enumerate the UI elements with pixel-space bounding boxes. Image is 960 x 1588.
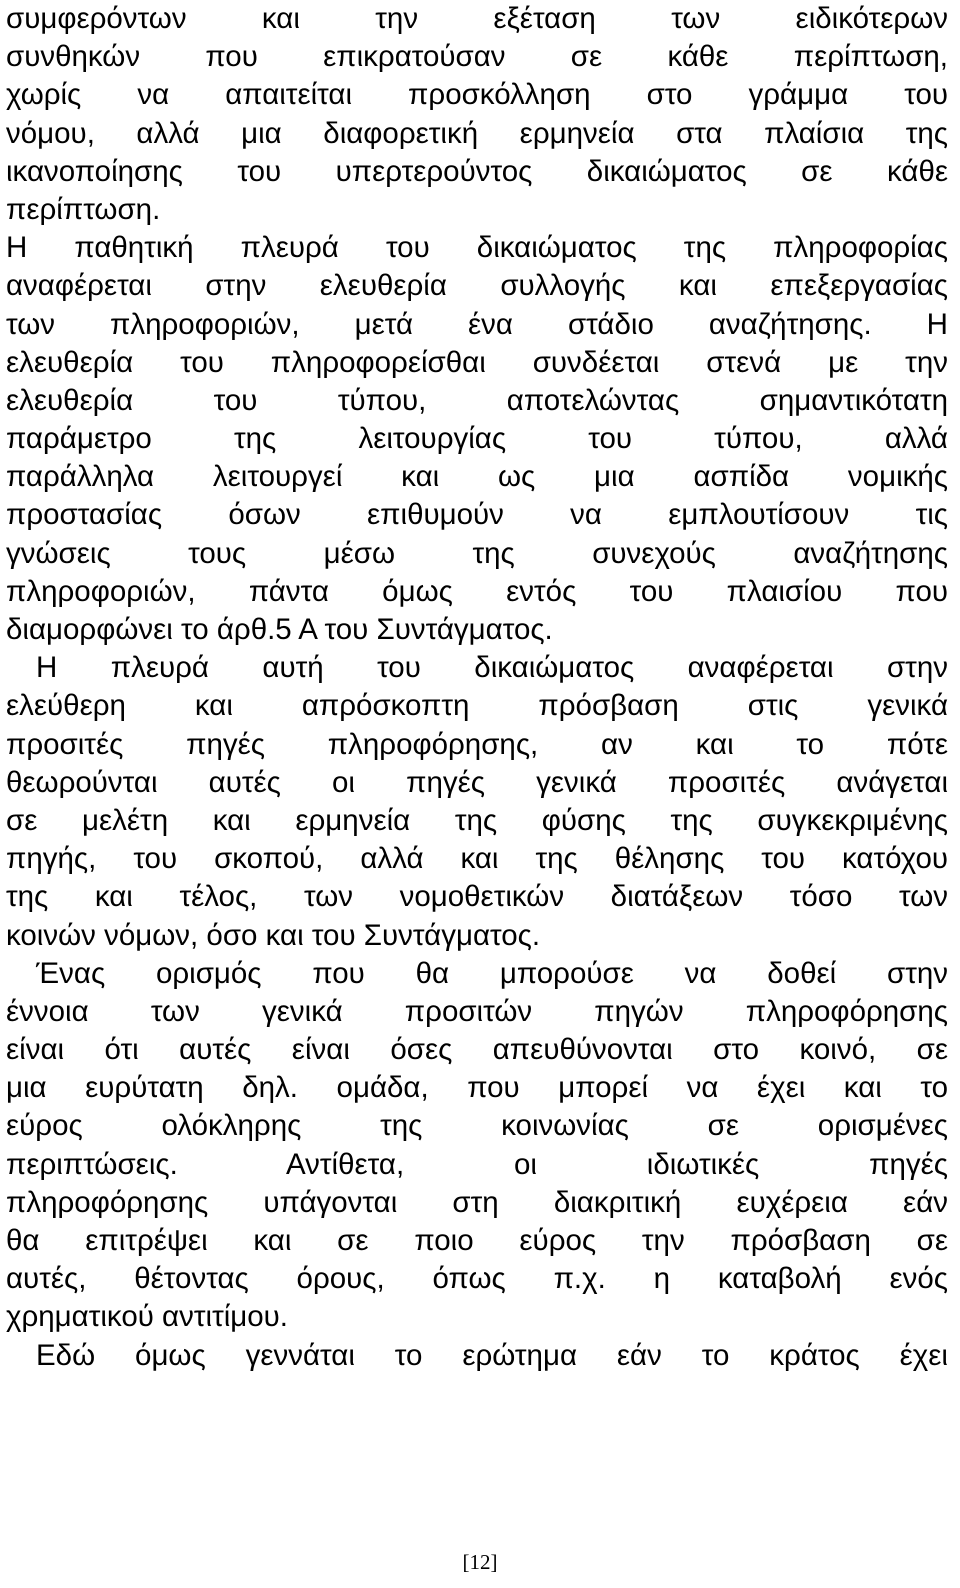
paragraph (6, 649, 948, 955)
text-line: των πληροφοριών, μετά ένα στάδιο αναζήτησης. Η (6, 307, 948, 341)
text-line: θα επιτρέψει και σε ποιο εύρος την πρόσβαση σε (6, 1224, 948, 1257)
paragraph (6, 229, 948, 649)
text-line: αναφέρεται στην ελευθερία συλλογής και επεξεργασίας (6, 269, 948, 303)
text-line: πηγής, του σκοπού, αλλά και της θέλησης του κατόχου (6, 842, 948, 876)
text-line: σε μελέτη και ερμηνεία της φύσης της συγκεκριμένης (6, 803, 948, 837)
text-line: αυτές, θέτοντας όρους, όπως π.χ. η καταβολή ενός (6, 1262, 948, 1296)
paragraph (6, 0, 948, 229)
text-line: συμφερόντων και την εξέταση των ειδικότερων (6, 2, 948, 35)
text-line: ικανοποίησης του υπερτερούντος δικαιώματος σε κάθε (6, 154, 948, 188)
text-line: Η πλευρά αυτή του δικαιώματος αναφέρεται στην (36, 651, 948, 685)
text-line: πληροφόρησης υπάγονται στη διακριτική ευχέρεια εάν (6, 1185, 948, 1219)
paragraph (6, 955, 948, 1337)
paragraph (6, 1337, 948, 1375)
text-line: ελευθερία του πληροφορείσθαι συνδέεται στενά με την (6, 345, 948, 379)
text-line: παράμετρο της λειτουργίας του τύπου, αλλά (6, 422, 948, 456)
text-line: κοινών νόμων, όσο και του Συντάγματος. (6, 918, 541, 952)
text-line: της και τέλος, των νομοθετικών διατάξεων τόσο των (6, 880, 948, 914)
text-line: ελευθερία του τύπου, αποτελώντας σημαντικότατη (6, 383, 948, 417)
text-line: νόμου, αλλά μια διαφορετική ερμηνεία στα πλαίσια της (6, 116, 948, 150)
text-line: μια ευρύτατη δηλ. ομάδα, που μπορεί να έχει και το (6, 1071, 948, 1105)
text-line: γνώσεις τους μέσω της συνεχούς αναζήτησης (6, 536, 948, 570)
text-line: παράλληλα λειτουργεί και ως μια ασπίδα νομικής (6, 460, 948, 494)
document-body-text (6, 0, 948, 1375)
text-line: περίπτωση. (6, 192, 161, 226)
text-line: Ένας ορισμός που θα μπορούσε να δοθεί στην (36, 956, 948, 990)
text-line: πληροφοριών, πάντα όμως εντός του πλαισίου που (6, 574, 948, 608)
text-line: Η παθητική πλευρά του δικαιώματος της πληροφορίας (6, 231, 948, 265)
text-line: χρηματικού αντιτίμου. (6, 1300, 289, 1334)
text-line: Εδώ όμως γεννάται το ερώτημα εάν το κράτος έχει (36, 1338, 948, 1372)
text-line: έννοια των γενικά προσιτών πηγών πληροφόρησης (6, 994, 948, 1028)
text-line: ελεύθερη και απρόσκοπτη πρόσβαση στις γενικά (6, 689, 948, 723)
text-line: θεωρούνται αυτές οι πηγές γενικά προσιτές ανάγεται (6, 765, 948, 799)
text-line: είναι ότι αυτές είναι όσες απευθύνονται στο κοινό, σε (6, 1033, 948, 1067)
page-number: [12] (462, 1550, 498, 1574)
text-line: προσιτές πηγές πληροφόρησης, αν και το πότε (6, 727, 948, 761)
text-line: συνθηκών που επικρατούσαν σε κάθε περίπτωση, (6, 40, 948, 74)
text-line: χωρίς να απαιτείται προσκόλληση στο γράμμα του (6, 78, 948, 112)
text-line: προστασίας όσων επιθυμούν να εμπλουτίσουν τις (6, 498, 948, 532)
text-line: περιπτώσεις. Αντίθετα, οι ιδιωτικές πηγές (6, 1147, 948, 1181)
text-line: διαμορφώνει το άρθ.5 Α του Συντάγματος. (6, 613, 553, 646)
text-line: εύρος ολόκληρης της κοινωνίας σε ορισμένες (6, 1109, 948, 1143)
